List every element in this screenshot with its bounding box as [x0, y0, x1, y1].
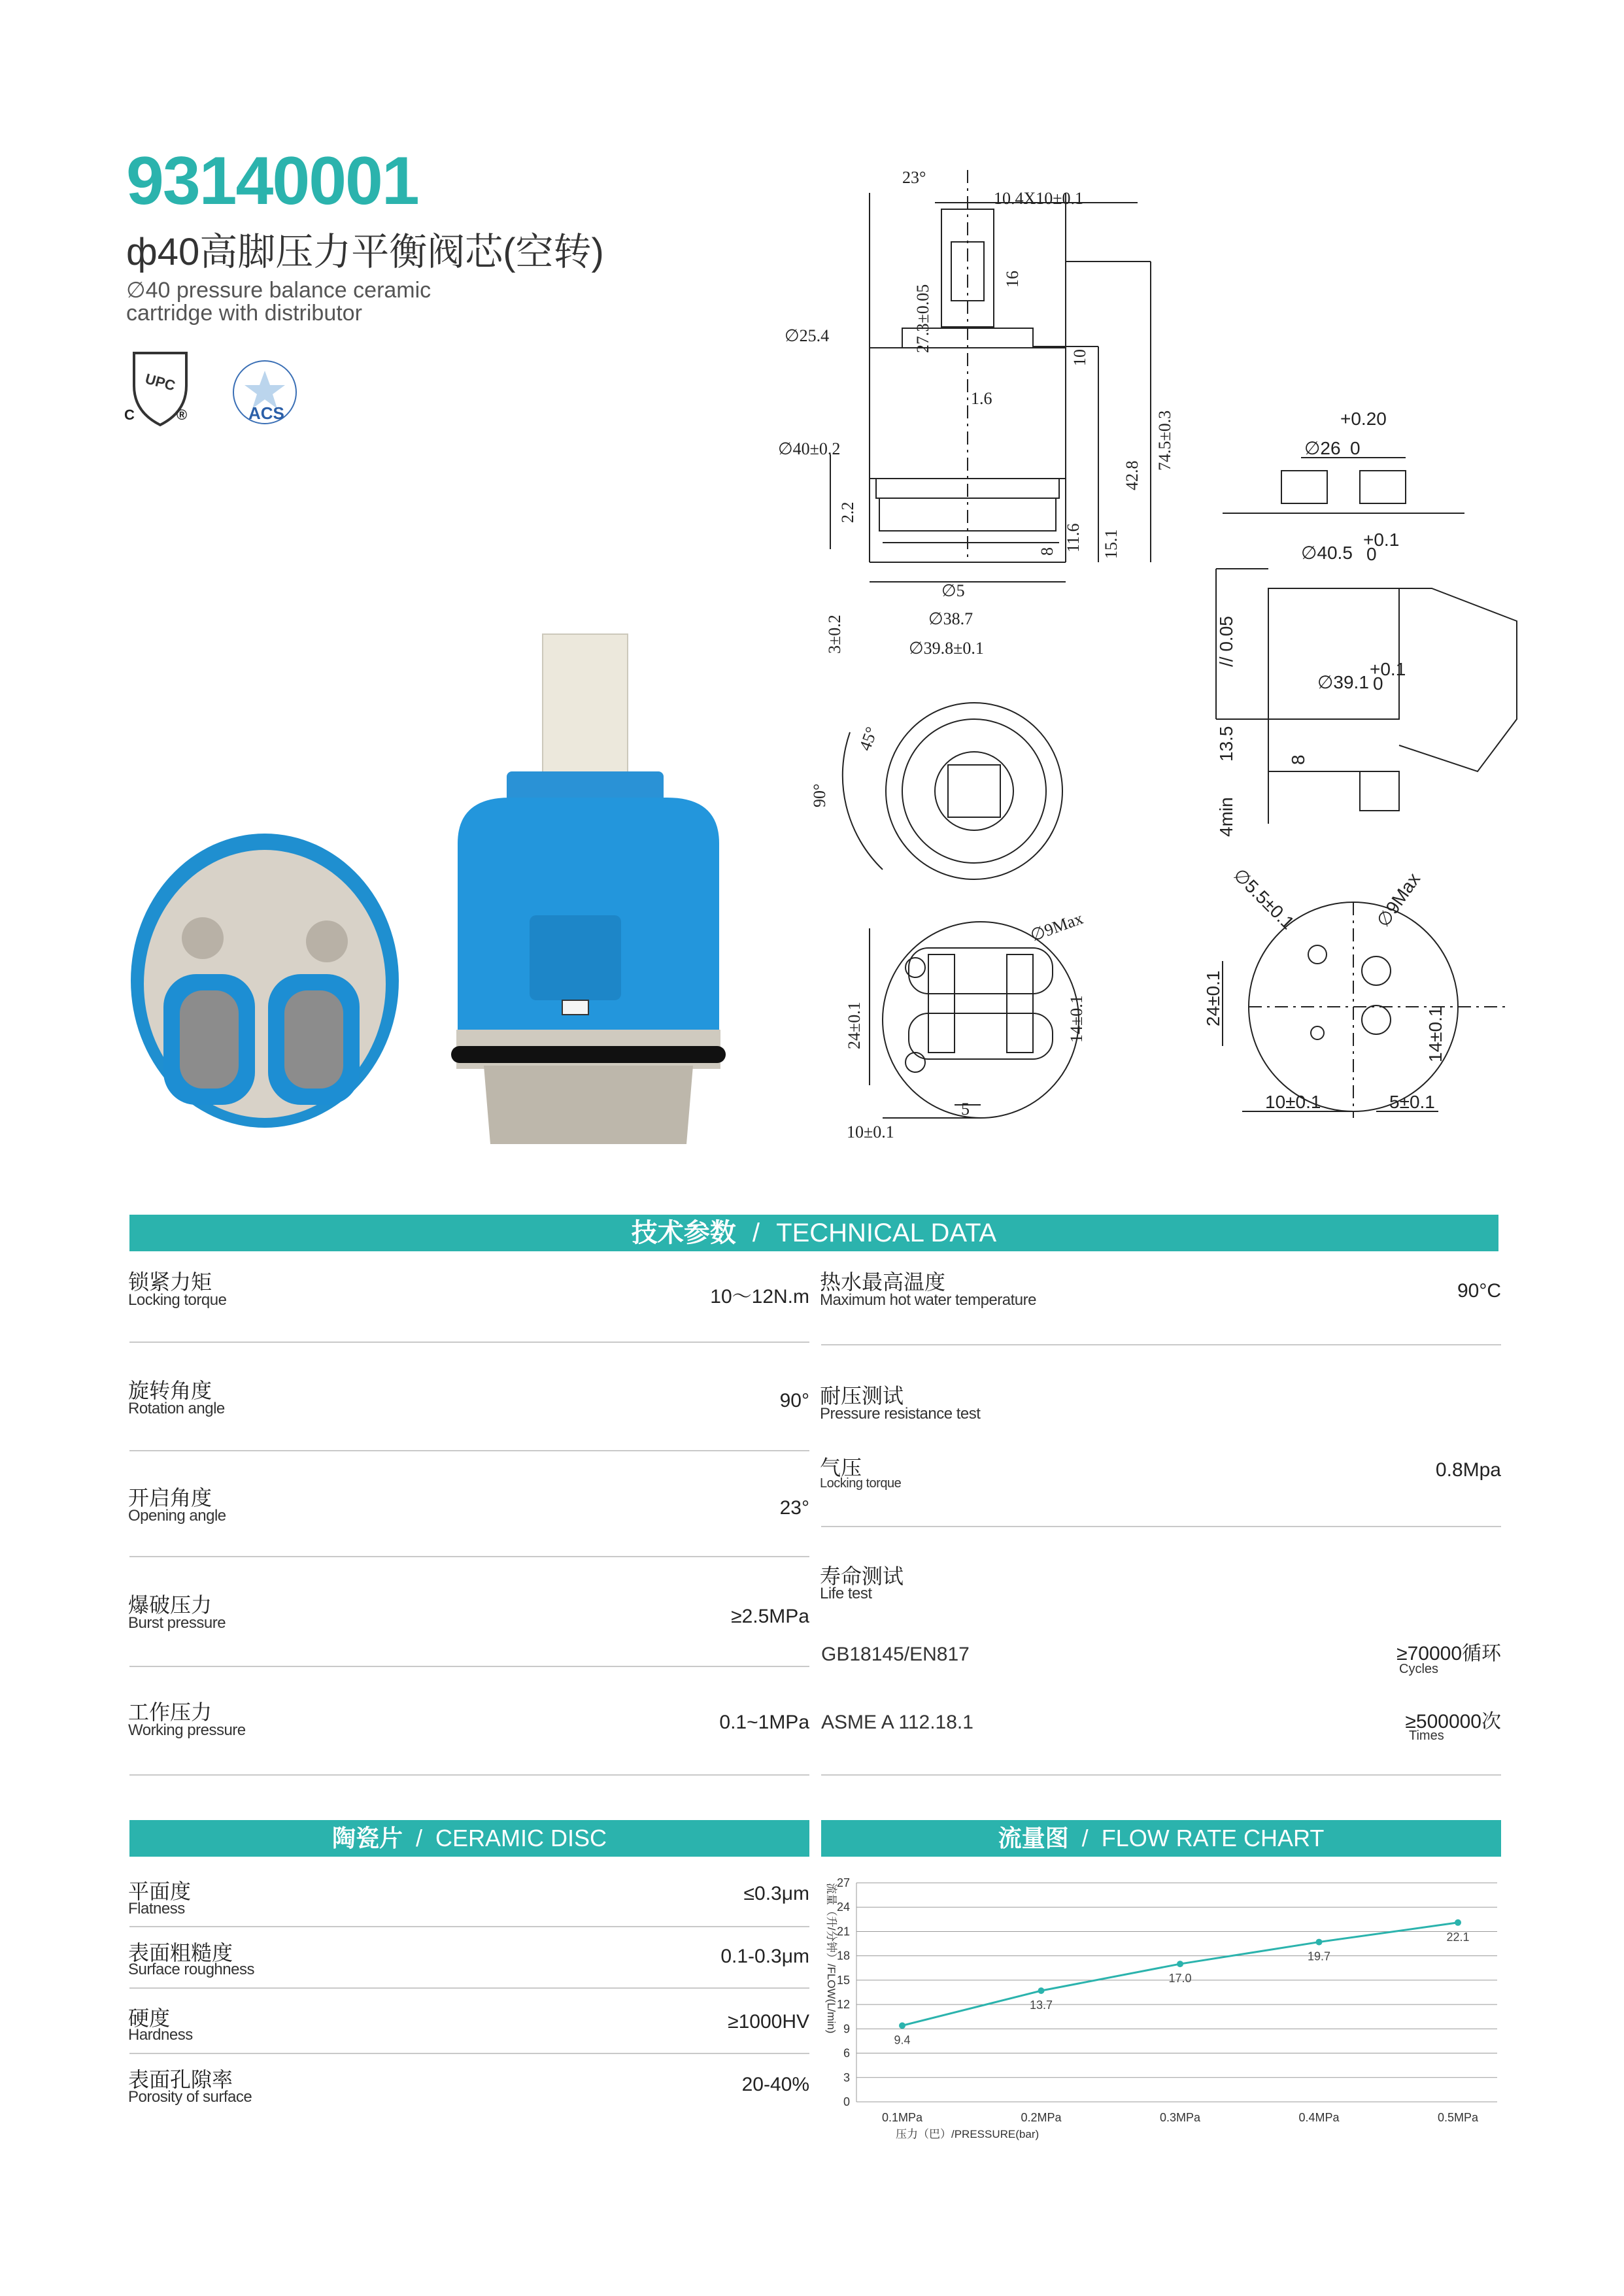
tech-value: 90°C	[1457, 1280, 1501, 1302]
y-tick-label: 0	[843, 2095, 850, 2108]
dim-3: 3±0.2	[825, 615, 844, 654]
ceramic-value: 0.1-0.3μm	[720, 1946, 809, 1967]
dim-15-1: 15.1	[1102, 529, 1121, 559]
seat-tol-plus-b: +0.1	[1363, 530, 1400, 550]
dim-39-8: ∅39.8±0.1	[909, 639, 984, 658]
ceramic-disc-header	[129, 1820, 809, 1857]
seat-dim-10: 10±0.1	[1265, 1092, 1321, 1112]
tech-label-en: Life test	[820, 1585, 872, 1602]
tech-label-cn: 寿命测试	[820, 1564, 904, 1588]
y-tick-label: 6	[843, 2046, 850, 2060]
seat-dim-39-1: ∅39.1	[1317, 672, 1369, 692]
tech-label-cn: 热水最高温度	[820, 1270, 946, 1294]
tech-value: 10～12N.m	[710, 1286, 809, 1308]
row-divider	[821, 1774, 1501, 1776]
tech-label-cn: 工作压力	[128, 1700, 212, 1724]
tech-label-en: Burst pressure	[128, 1614, 226, 1632]
ceramic-value: ≤0.3μm	[743, 1883, 809, 1904]
y-tick-label: 9	[843, 2022, 850, 2036]
dim-90deg: 90°	[810, 783, 829, 807]
dim-25-4: ∅25.4	[785, 326, 830, 345]
cartridge-bottom-photo	[124, 817, 405, 1131]
row-divider	[129, 1450, 809, 1451]
life-gb-standard: GB18145/EN817	[821, 1644, 970, 1665]
life-asme-value: ≥500000次	[1405, 1711, 1501, 1732]
title-en-line2: cartridge with distributor	[126, 301, 362, 326]
ceramic-label-cn: 平面度	[128, 1880, 192, 1903]
x-tick-label: 0.5MPa	[1437, 2111, 1479, 2124]
seat-dim-13-5: 13.5	[1216, 726, 1236, 762]
tech-value: 0.1~1MPa	[719, 1712, 809, 1733]
row-divider	[129, 1556, 809, 1557]
dim-24: 24±0.1	[845, 1002, 864, 1049]
data-point	[1316, 1939, 1323, 1946]
acs-cert-logo	[229, 356, 301, 428]
seat-dim-14: 14±0.1	[1425, 1006, 1446, 1062]
upc-text: UPC	[143, 370, 177, 394]
dim-42-8: 42.8	[1123, 460, 1142, 490]
data-value-label: 9.4	[894, 2033, 911, 2047]
tech-value: 90°	[779, 1390, 809, 1411]
tech-air-label-en: Locking torque	[820, 1476, 902, 1491]
ceramic-heading-sep: /	[415, 1825, 422, 1851]
technical-data-header	[129, 1215, 1498, 1251]
tech-label-en: Rotation angle	[128, 1400, 225, 1417]
flow-heading-en: FLOW RATE CHART	[1101, 1825, 1325, 1851]
tech-value: 23°	[779, 1497, 809, 1519]
seat-dim-5: 5±0.1	[1389, 1092, 1435, 1112]
tech-label-cn: 锁紧力矩	[128, 1270, 212, 1294]
y-tick-label: 18	[836, 1949, 850, 1963]
data-point	[1455, 1919, 1461, 1926]
chart-x-axis-label: 压力（巴）/PRESSURE(bar)	[896, 2128, 1040, 2140]
tech-label-cn: 爆破压力	[128, 1593, 212, 1617]
ceramic-value: 20-40%	[741, 2074, 809, 2095]
dim-10-4x10: 10.4X10±0.1	[994, 189, 1084, 208]
tech-label-cn: 耐压测试	[820, 1384, 904, 1408]
dim-2-2: 2.2	[838, 501, 857, 523]
y-tick-label: 3	[843, 2070, 850, 2084]
seat-section-drawing	[1203, 405, 1543, 850]
tech-label-en: Working pressure	[128, 1721, 246, 1739]
x-tick-label: 0.4MPa	[1298, 2111, 1340, 2124]
seat-top-view-drawing	[1203, 856, 1543, 1138]
y-tick-label: 21	[836, 1925, 850, 1938]
data-point	[899, 2022, 905, 2029]
acs-text: ACS	[248, 403, 284, 423]
chart-x-ticks	[882, 2111, 1479, 2124]
seat-dim-5-5: ∅5.5±0.1	[1229, 864, 1298, 934]
ceramic-label-cn: 表面孔隙率	[128, 2068, 233, 2091]
chart-y-axis-label: 流量（升/分钟）/FLOW(L/min)	[825, 1883, 837, 2034]
dim-14: 14±0.1	[1067, 995, 1086, 1043]
flow-rate-chart	[811, 1870, 1510, 2144]
seat-dim-40-5: ∅40.5	[1301, 543, 1353, 563]
flow-heading-cn: 流量图	[998, 1825, 1069, 1851]
dim-9max: ∅9Max	[1028, 908, 1086, 945]
dim-11-6: 11.6	[1064, 523, 1083, 552]
upc-cert-logo	[124, 346, 196, 431]
dim-10: 10	[1070, 349, 1089, 366]
x-tick-label: 0.1MPa	[881, 2111, 923, 2124]
dim-8: 8	[1038, 547, 1057, 556]
technical-heading-cn: 技术参数	[631, 1219, 736, 1247]
life-asme-unit: Times	[1409, 1729, 1444, 1743]
dim-45deg: 45°	[855, 724, 882, 754]
flow-heading-sep: /	[1081, 1825, 1089, 1851]
dim-27-3: 27.3±0.05	[913, 284, 932, 353]
seat-tol-zero-c: 0	[1373, 673, 1383, 694]
seat-tol-plus-c: +0.1	[1370, 659, 1406, 679]
seat-parallel: // 0.05	[1216, 616, 1236, 667]
ceramic-label-en: Flatness	[128, 1900, 185, 1917]
title-en-line1: ∅40 pressure balance ceramic	[126, 278, 431, 303]
dim-23deg: 23°	[902, 168, 926, 187]
dim-1-6: 1.6	[971, 389, 992, 408]
technical-heading-en: TECHNICAL DATA	[776, 1219, 997, 1247]
seat-dim-26: ∅26	[1304, 438, 1341, 458]
seat-dim-8: 8	[1288, 754, 1308, 765]
ceramic-label-cn: 表面粗糙度	[128, 1941, 233, 1965]
data-value-label: 17.0	[1168, 1972, 1192, 1985]
life-asme-standard: ASME A 112.18.1	[821, 1712, 973, 1733]
tech-air-label-cn: 气压	[820, 1456, 862, 1479]
dim-10-b: 10±0.1	[847, 1123, 894, 1141]
tech-value: ≥2.5MPa	[731, 1606, 809, 1627]
tech-air-value: 0.8Mpa	[1435, 1459, 1501, 1481]
title-cn: ф40高脚压力平衡阀芯(空转)	[126, 231, 604, 273]
tech-label-en: Opening angle	[128, 1507, 226, 1525]
data-point	[1177, 1961, 1183, 1967]
data-value-label: 13.7	[1029, 1999, 1053, 2012]
data-value-label: 19.7	[1307, 1950, 1331, 1963]
dim-40: ∅40±0.2	[778, 439, 841, 458]
row-divider	[129, 1774, 809, 1776]
y-tick-label: 12	[836, 1998, 850, 2012]
tech-label-en: Pressure resistance test	[820, 1405, 981, 1423]
row-divider	[821, 1344, 1501, 1345]
flow-chart-header	[821, 1820, 1501, 1857]
chart-y-ticks	[837, 1876, 850, 2108]
dim-38-7: ∅38.7	[928, 609, 973, 628]
x-tick-label: 0.2MPa	[1021, 2111, 1062, 2124]
y-tick-label: 24	[836, 1900, 850, 1914]
y-tick-label: 15	[836, 1973, 850, 1987]
seat-dim-9max: ∅9Max	[1372, 869, 1425, 931]
row-divider	[129, 1926, 809, 1927]
seat-tol-zero-b: 0	[1366, 544, 1377, 564]
row-divider	[129, 2053, 809, 2054]
ceramic-value: ≥1000HV	[728, 2011, 809, 2033]
tech-label-en: Maximum hot water temperature	[820, 1291, 1036, 1309]
data-value-label: 22.1	[1446, 1930, 1470, 1944]
upc-r: ®	[177, 407, 188, 423]
dim-5: ∅5	[941, 581, 965, 600]
ceramic-label-en: Hardness	[128, 2026, 193, 2044]
tech-label-cn: 旋转角度	[128, 1379, 212, 1402]
life-gb-unit: Cycles	[1399, 1662, 1439, 1676]
tech-label-cn: 开启角度	[128, 1486, 212, 1510]
y-tick-label: 27	[836, 1876, 850, 1889]
dim-74-5: 74.5±0.3	[1155, 410, 1174, 471]
seat-tol-zero-a: 0	[1350, 438, 1361, 458]
row-divider	[129, 1342, 809, 1343]
ceramic-label-en: Porosity of surface	[128, 2088, 252, 2106]
dim-16: 16	[1003, 271, 1022, 288]
tech-label-en: Locking torque	[128, 1291, 227, 1309]
seat-dim-24: 24±0.1	[1203, 970, 1223, 1026]
model-number: 93140001	[126, 143, 418, 219]
cartridge-bottom-view-drawing	[824, 902, 1125, 1144]
seat-tol-plus: +0.20	[1340, 409, 1387, 429]
x-tick-label: 0.3MPa	[1159, 2111, 1201, 2124]
ceramic-label-en: Surface roughness	[128, 1961, 254, 1978]
upc-c: C	[124, 407, 135, 423]
cartridge-top-view-drawing	[798, 693, 1098, 902]
cartridge-front-drawing	[771, 157, 1203, 667]
life-gb-value: ≥70000循环	[1396, 1643, 1501, 1664]
row-divider	[821, 1526, 1501, 1527]
row-divider	[129, 1666, 809, 1667]
dim-5-b: 5	[961, 1100, 970, 1119]
data-point	[1038, 1987, 1045, 1994]
ceramic-label-cn: 硬度	[128, 2006, 171, 2030]
technical-heading-sep: /	[752, 1219, 760, 1247]
chart-gridlines	[856, 1883, 1497, 2102]
ceramic-heading-cn: 陶瓷片	[331, 1825, 403, 1851]
seat-dim-4min: 4min	[1216, 797, 1236, 837]
cartridge-side-photo	[445, 628, 732, 1151]
row-divider	[129, 1987, 809, 1989]
ceramic-heading-en: CERAMIC DISC	[435, 1825, 607, 1851]
